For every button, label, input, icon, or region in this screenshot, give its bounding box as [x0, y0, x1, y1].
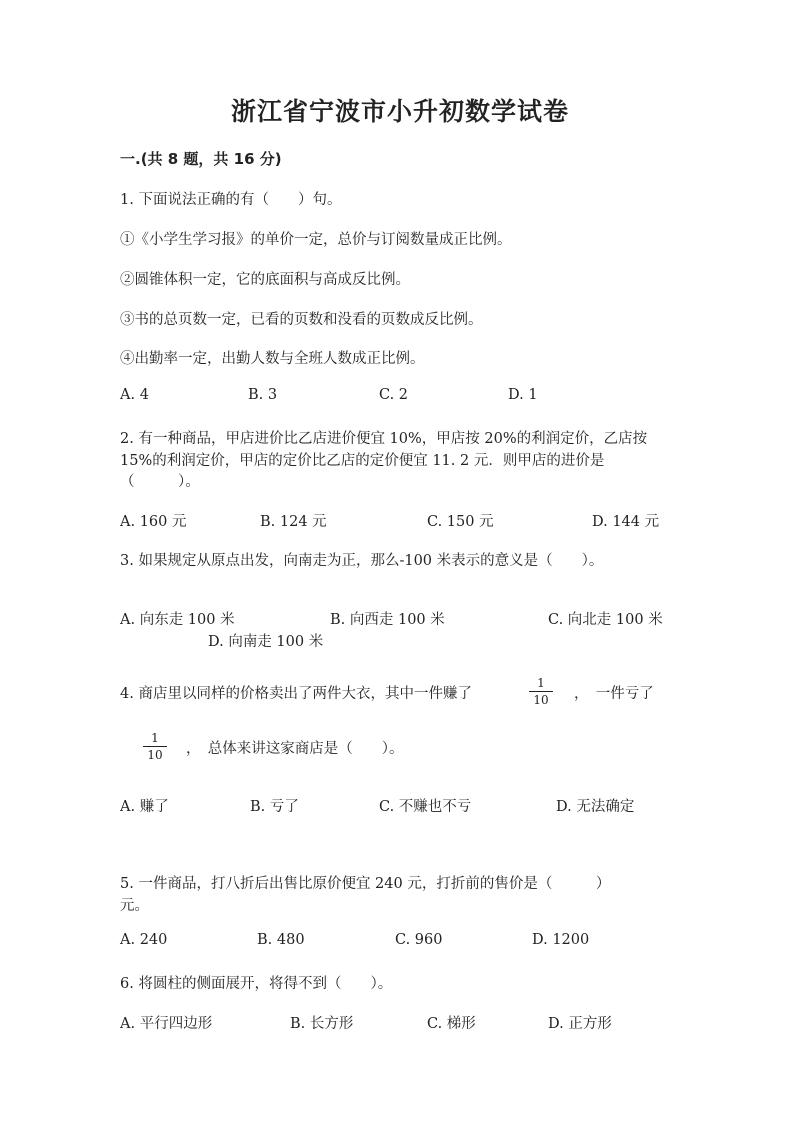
q3-option-c: C. 向北走 100 米 — [548, 612, 663, 628]
fraction-denominator: 10 — [147, 748, 163, 762]
fraction-bar — [143, 746, 167, 747]
fraction-one-tenth — [143, 731, 167, 762]
q1-stem: 1. 下面说法正确的有（ ）句。 — [120, 192, 342, 208]
q2-line-3: （ ）。 — [120, 474, 200, 490]
fraction-numerator: 1 — [537, 676, 545, 690]
q1-option-b: B. 3 — [248, 387, 278, 403]
q2-option-a: A. 160 元 — [120, 514, 187, 530]
q3-option-d: D. 向南走 100 米 — [208, 634, 324, 650]
q2-line-2: 15%的利润定价，甲店的定价比乙店的定价便宜 11. 2 元．则甲店的进价是 — [120, 453, 605, 469]
q3-option-a: A. 向东走 100 米 — [120, 612, 235, 628]
q1-statement-3: ③书的总页数一定，已看的页数和没看的页数成反比例。 — [120, 312, 483, 328]
q2-option-c: C. 150 元 — [427, 514, 494, 530]
fraction-bar — [529, 691, 553, 692]
q5-option-d: D. 1200 — [532, 932, 590, 948]
q6-option-b: B. 长方形 — [290, 1016, 354, 1032]
q6-option-c: C. 梯形 — [427, 1016, 476, 1032]
q4-option-d: D. 无法确定 — [556, 799, 635, 815]
q6-stem: 6. 将圆柱的侧面展开，将得不到（ ）。 — [120, 976, 393, 992]
q2-line-1: 2. 有一种商品，甲店进价比乙店进价便宜 10%，甲店按 20%的利润定价，乙店按 — [120, 431, 648, 447]
q1-option-d: D. 1 — [508, 387, 538, 403]
q1-option-a: A. 4 — [120, 387, 149, 403]
q4-option-a: A. 赚了 — [120, 799, 169, 815]
q6-option-d: D. 正方形 — [548, 1016, 612, 1032]
q5-option-a: A. 240 — [120, 932, 168, 948]
q4-option-b: B. 亏了 — [250, 799, 299, 815]
q1-statement-2: ②圆锥体积一定，它的底面积与高成反比例。 — [120, 272, 410, 288]
page-title: 浙江省宁波市小升初数学试卷 — [230, 97, 569, 126]
q5-option-c: C. 960 — [395, 932, 443, 948]
q5-option-b: B. 480 — [257, 932, 305, 948]
fraction-numerator: 1 — [151, 731, 159, 745]
q2-option-d: D. 144 元 — [592, 514, 660, 530]
fraction-denominator: 10 — [533, 693, 549, 707]
q1-option-c: C. 2 — [379, 387, 409, 403]
q2-option-b: B. 124 元 — [260, 514, 327, 530]
fraction-one-tenth — [529, 676, 553, 707]
q4-text-2: ， 一件亏了 — [574, 686, 654, 702]
q4-text-1: 4. 商店里以同样的价格卖出了两件大衣，其中一件赚了 — [120, 686, 472, 702]
q5-line-1: 5. 一件商品，打八折后出售比原价便宜 240 元，打折前的售价是（ ） — [120, 876, 611, 892]
q1-statement-4: ④出勤率一定，出勤人数与全班人数成正比例。 — [120, 351, 425, 367]
q3-option-b: B. 向西走 100 米 — [330, 612, 445, 628]
section-heading: 一.(共 8 题，共 16 分) — [120, 150, 282, 168]
q6-option-a: A. 平行四边形 — [120, 1016, 213, 1032]
q1-statement-1: ①《小学生学习报》的单价一定，总价与订阅数量成正比例。 — [120, 232, 512, 248]
q4-option-c: C. 不赚也不亏 — [379, 799, 472, 815]
q4-text-3: ， 总体来讲这家商店是（ ）。 — [186, 741, 404, 757]
q5-line-2: 元。 — [120, 898, 149, 914]
q3-stem: 3. 如果规定从原点出发，向南走为正，那么-100 米表示的意义是（ ）。 — [120, 553, 604, 569]
